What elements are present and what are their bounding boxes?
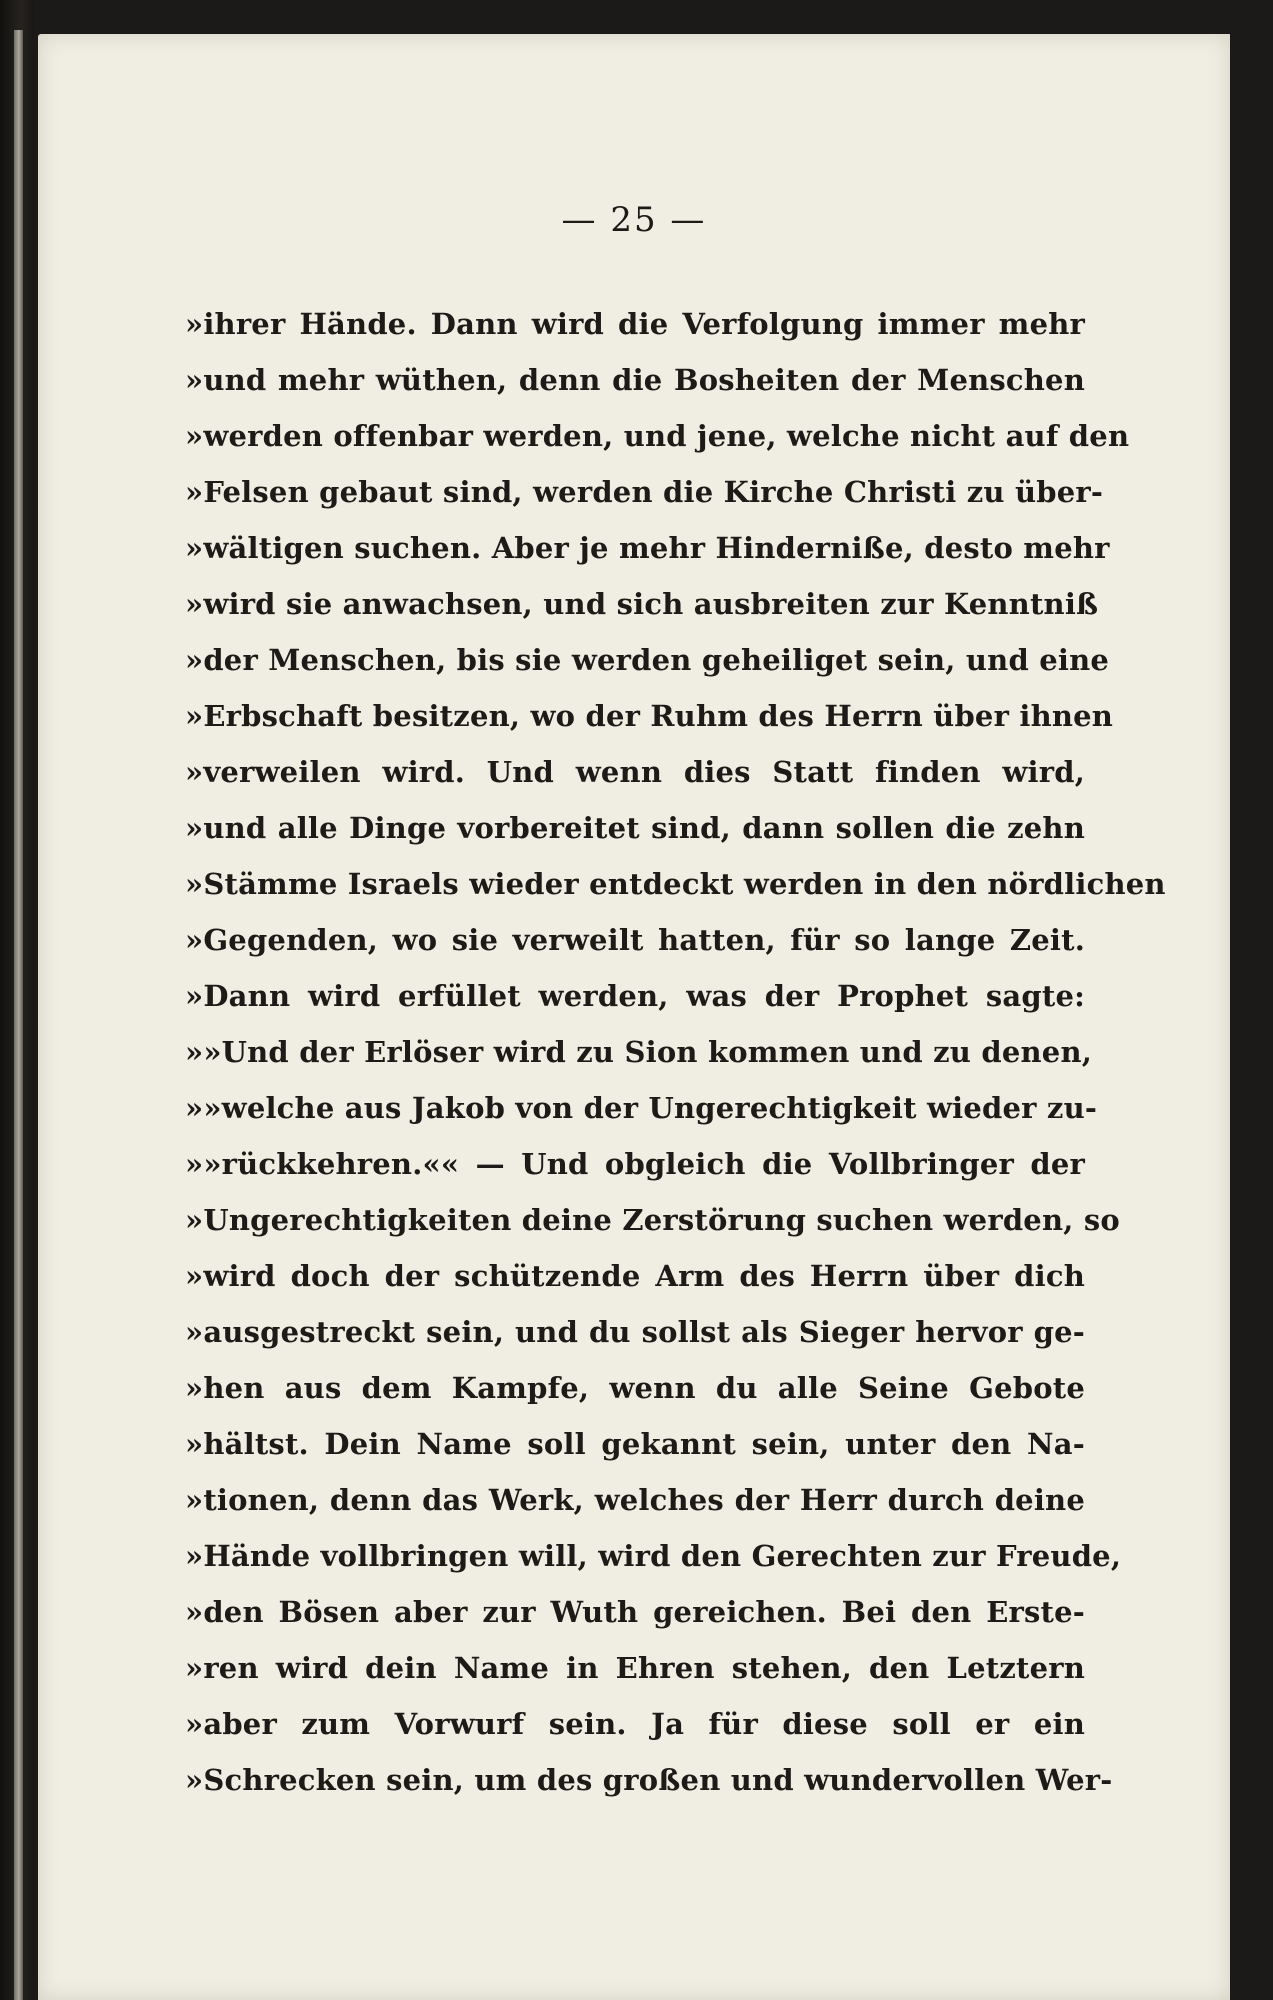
text-line: »aber zum Vorwurf sein. Ja für diese soll er ein <box>185 1707 1085 1741</box>
text-line: »ihrer Hände. Dann wird die Verfolgung immer mehr <box>185 307 1085 341</box>
text-line: »hen aus dem Kampfe, wenn du alle Seine Gebote <box>185 1371 1085 1405</box>
page-body <box>185 296 1166 1808</box>
text-line: »Felsen gebaut sind, werden die Kirche Christi zu über- <box>185 475 1104 509</box>
page-number: — 25 — <box>561 200 707 240</box>
text-line: »wältigen suchen. Aber je mehr Hinderniße, desto mehr <box>185 531 1110 565</box>
text-line: »»Und der Erlöser wird zu Sion kommen und zu denen, <box>185 1035 1093 1069</box>
text-line: »»rückkehren.«« — Und obgleich die Vollbringer der <box>185 1147 1085 1181</box>
text-line: »Gegenden, wo sie verweilt hatten, für so lange Zeit. <box>185 923 1085 957</box>
text-line: »hältst. Dein Name soll gekannt sein, unter den Na- <box>185 1427 1085 1461</box>
text-line: »Ungerechtigkeiten deine Zerstörung suchen werden, so <box>185 1203 1120 1237</box>
text-line: »Hände vollbringen will, wird den Gerechten zur Freude, <box>185 1539 1122 1573</box>
text-line: »ren wird dein Name in Ehren stehen, den Letztern <box>185 1651 1085 1685</box>
text-line: »Schrecken sein, um des großen und wundervollen Wer- <box>185 1763 1113 1797</box>
text-line: »wird doch der schützende Arm des Herrn über dich <box>185 1259 1085 1293</box>
text-line: »der Menschen, bis sie werden geheiliget sein, und eine <box>185 643 1110 677</box>
text-line: »und alle Dinge vorbereitet sind, dann sollen die zehn <box>185 811 1085 845</box>
text-line: »Stämme Israels wieder entdeckt werden in den nördlichen <box>185 867 1166 901</box>
book-page <box>38 34 1230 2000</box>
text-line: »tionen, denn das Werk, welches der Herr durch deine <box>185 1483 1085 1517</box>
facing-page-edge <box>14 30 23 2000</box>
text-line: »und mehr wüthen, denn die Bosheiten der Menschen <box>185 363 1085 397</box>
text-line: »Dann wird erfüllet werden, was der Prophet sagte: <box>185 979 1085 1013</box>
text-line: »den Bösen aber zur Wuth gereichen. Bei den Erste- <box>185 1595 1085 1629</box>
text-line: »ausgestreckt sein, und du sollst als Sieger hervor ge- <box>185 1315 1085 1349</box>
text-line: »werden offenbar werden, und jene, welche nicht auf den <box>185 419 1130 453</box>
text-line: »»welche aus Jakob von der Ungerechtigkeit wieder zu- <box>185 1091 1098 1125</box>
text-line: »wird sie anwachsen, und sich ausbreiten zur Kenntniß <box>185 587 1099 621</box>
text-line: »verweilen wird. Und wenn dies Statt finden wird, <box>185 755 1085 789</box>
text-line: »Erbschaft besitzen, wo der Ruhm des Herrn über ihnen <box>185 699 1114 733</box>
